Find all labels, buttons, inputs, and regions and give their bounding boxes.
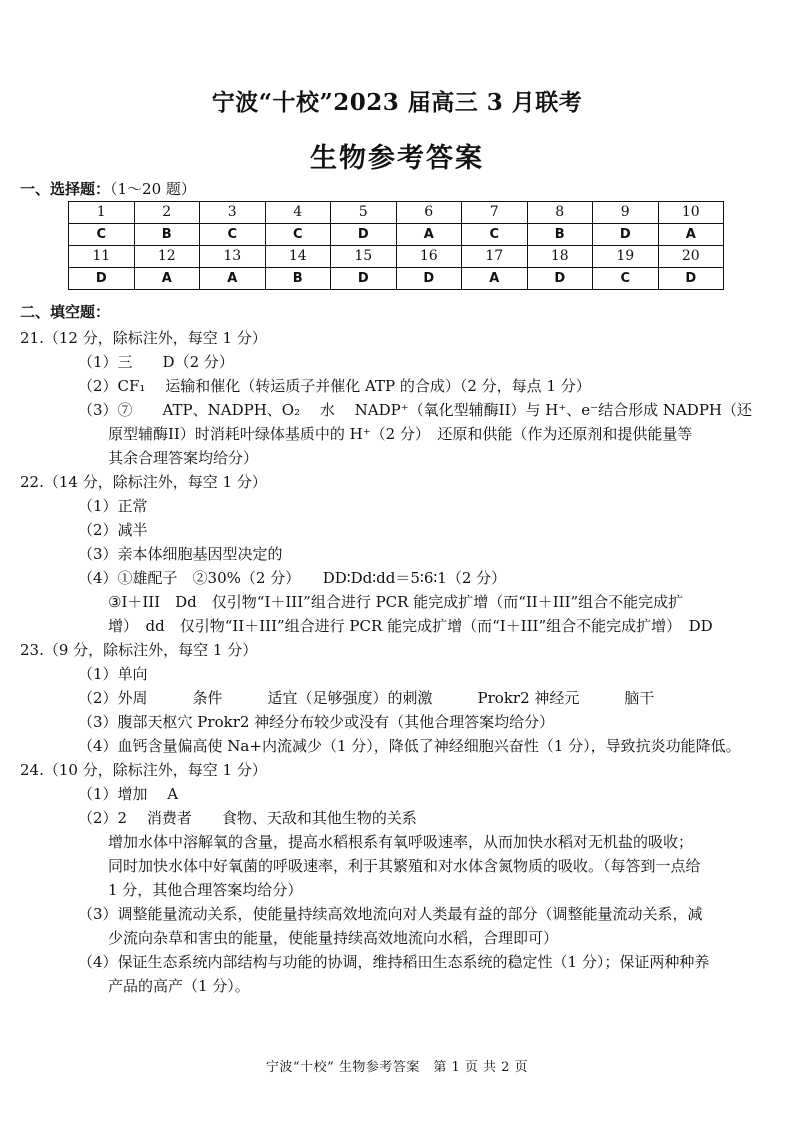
answer-letter-cell: C (265, 224, 331, 246)
answer-line: （2）CF₁ 运输和催化（转运质子并催化 ATP 的合成）（2 分，每点 1 分） (78, 377, 591, 395)
answer-line: （2）外周 条件 适宜（足够强度）的刺激 Prokr2 神经元 脑干 (78, 689, 655, 707)
answer-line: （4）血钙含量偏高使 Na+内流减少（1 分），降低了神经细胞兴奋性（1 分），导致抗炎功能降低。 (78, 737, 741, 755)
answer-line: （3）⑦ ATP、NADPH、O₂ 水 NADP⁺（氧化型辅酶II）与 H⁺、e⁻结合形成 NADPH（还 (78, 401, 752, 419)
question-number-cell: 11 (69, 246, 135, 268)
section-heading-label: 二、填空题： (20, 303, 111, 321)
answer-line: （3）腹部天枢穴 Prokr2 神经分布较少或没有（其他合理答案均给分） (78, 713, 555, 731)
answer-letter-cell: B (527, 224, 593, 246)
question-number-cell: 1 (69, 202, 135, 224)
answer-line: （1）增加 A (78, 785, 179, 803)
answer-line: （1）三 D（2 分） (78, 353, 234, 371)
question-number-cell: 15 (331, 246, 397, 268)
answer-letter-row (69, 268, 724, 290)
answer-line: （1）正常 (78, 497, 148, 515)
answer-line: 1 分，其他合理答案均给分） (108, 881, 303, 899)
answer-line: （2）2 消费者 食物、天敌和其他生物的关系 (78, 809, 417, 827)
answer-letter-cell: C (462, 224, 528, 246)
answer-line: 少流向杂草和害虫的能量，使能量持续高效地流向水稻，合理即可） (108, 929, 559, 947)
answer-line: （4）保证生态系统内部结构与功能的协调，维持稻田生态系统的稳定性（1 分）；保证两种种养 (78, 953, 710, 971)
answer-line: ③I＋III Dd 仅引物“I＋III”组合进行 PCR 能完成扩增（而“II＋III”组合不能完成扩 (108, 593, 684, 611)
answer-line: 其余合理答案均给分） (108, 449, 259, 467)
question-heading: 24.（10 分，除标注外，每空 1 分） (20, 761, 267, 779)
answer-line: （2）减半 (78, 521, 148, 539)
answer-line: 原型辅酶II）时消耗叶绿体基质中的 H⁺（2 分） 还原和供能（作为还原剂和提供能量等 (108, 425, 693, 443)
section-range: （1～20 题） (110, 180, 196, 198)
question-number-cell: 4 (265, 202, 331, 224)
question-number-cell: 10 (658, 202, 724, 224)
answer-letter-cell: B (134, 224, 200, 246)
answer-letter-cell: A (396, 224, 462, 246)
question-number-cell: 5 (331, 202, 397, 224)
question-number-row (69, 246, 724, 268)
question-heading: 22.（14 分，除标注外，每空 1 分） (20, 473, 267, 491)
section-heading-label: 一、选择题： (20, 180, 111, 198)
question-number-cell: 3 (200, 202, 266, 224)
answer-letter-cell: D (396, 268, 462, 290)
answer-letter-cell: B (265, 268, 331, 290)
question-number-cell: 2 (134, 202, 200, 224)
answer-letter-cell: C (200, 224, 266, 246)
question-number-cell: 12 (134, 246, 200, 268)
answer-line: （4）①雄配子 ②30%（2 分） DD∶Dd∶dd＝5∶6∶1（2 分） (78, 569, 507, 587)
answer-letter-cell: A (658, 224, 724, 246)
question-number-row (69, 202, 724, 224)
section-multiple-choice-heading (20, 178, 196, 199)
answer-letter-cell: D (658, 268, 724, 290)
answer-content (20, 326, 780, 998)
question-number-cell: 8 (527, 202, 593, 224)
answer-table (68, 201, 724, 290)
answer-letter-cell: D (331, 224, 397, 246)
document-title: 宁波“十校”2023 届高三 3 月联考 (211, 89, 583, 116)
question-number-cell: 9 (593, 202, 659, 224)
question-number-cell: 20 (658, 246, 724, 268)
answer-line: （3）调整能量流动关系，使能量持续高效地流向对人类最有益的部分（调整能量流动关系，减 (78, 905, 703, 923)
answer-line: （1）单向 (78, 665, 148, 683)
answer-letter-cell: D (593, 224, 659, 246)
section-fill-in-heading (20, 301, 110, 322)
answer-letter-cell: D (331, 268, 397, 290)
question-number-cell: 19 (593, 246, 659, 268)
answer-line: （3）亲本体细胞基因型决定的 (78, 545, 283, 563)
answer-line: 产品的高产（1 分）。 (108, 977, 250, 995)
question-number-cell: 6 (396, 202, 462, 224)
answer-letter-cell: D (527, 268, 593, 290)
answer-letter-row (69, 224, 724, 246)
question-number-cell: 17 (462, 246, 528, 268)
question-number-cell: 16 (396, 246, 462, 268)
answer-letter-cell: A (134, 268, 200, 290)
question-number-cell: 13 (200, 246, 266, 268)
answer-letter-cell: A (200, 268, 266, 290)
answer-letter-cell: A (462, 268, 528, 290)
answer-line: 同时加快水体中好氧菌的呼吸速率，利于其繁殖和对水体含氮物质的吸收。（每答到一点给 (108, 857, 701, 875)
answer-letter-cell: D (69, 268, 135, 290)
answer-letter-cell: C (593, 268, 659, 290)
question-number-cell: 18 (527, 246, 593, 268)
question-heading: 23.（9 分，除标注外，每空 1 分） (20, 641, 258, 659)
document-subtitle: 生物参考答案 (310, 143, 484, 174)
answer-letter-cell: C (69, 224, 135, 246)
question-number-cell: 14 (265, 246, 331, 268)
question-heading: 21.（12 分，除标注外，每空 1 分） (20, 329, 267, 347)
answer-line: 增） dd 仅引物“II＋III”组合进行 PCR 能完成扩增（而“I＋III”组合不能完成扩增） DD (108, 617, 713, 635)
page-footer: 宁波“十校” 生物参考答案 第 1 页 共 2 页 (265, 1060, 529, 1075)
question-number-cell: 7 (462, 202, 528, 224)
answer-line: 增加水体中溶解氧的含量，提高水稻根系有氧呼吸速率，从而加快水稻对无机盐的吸收； (108, 833, 694, 851)
